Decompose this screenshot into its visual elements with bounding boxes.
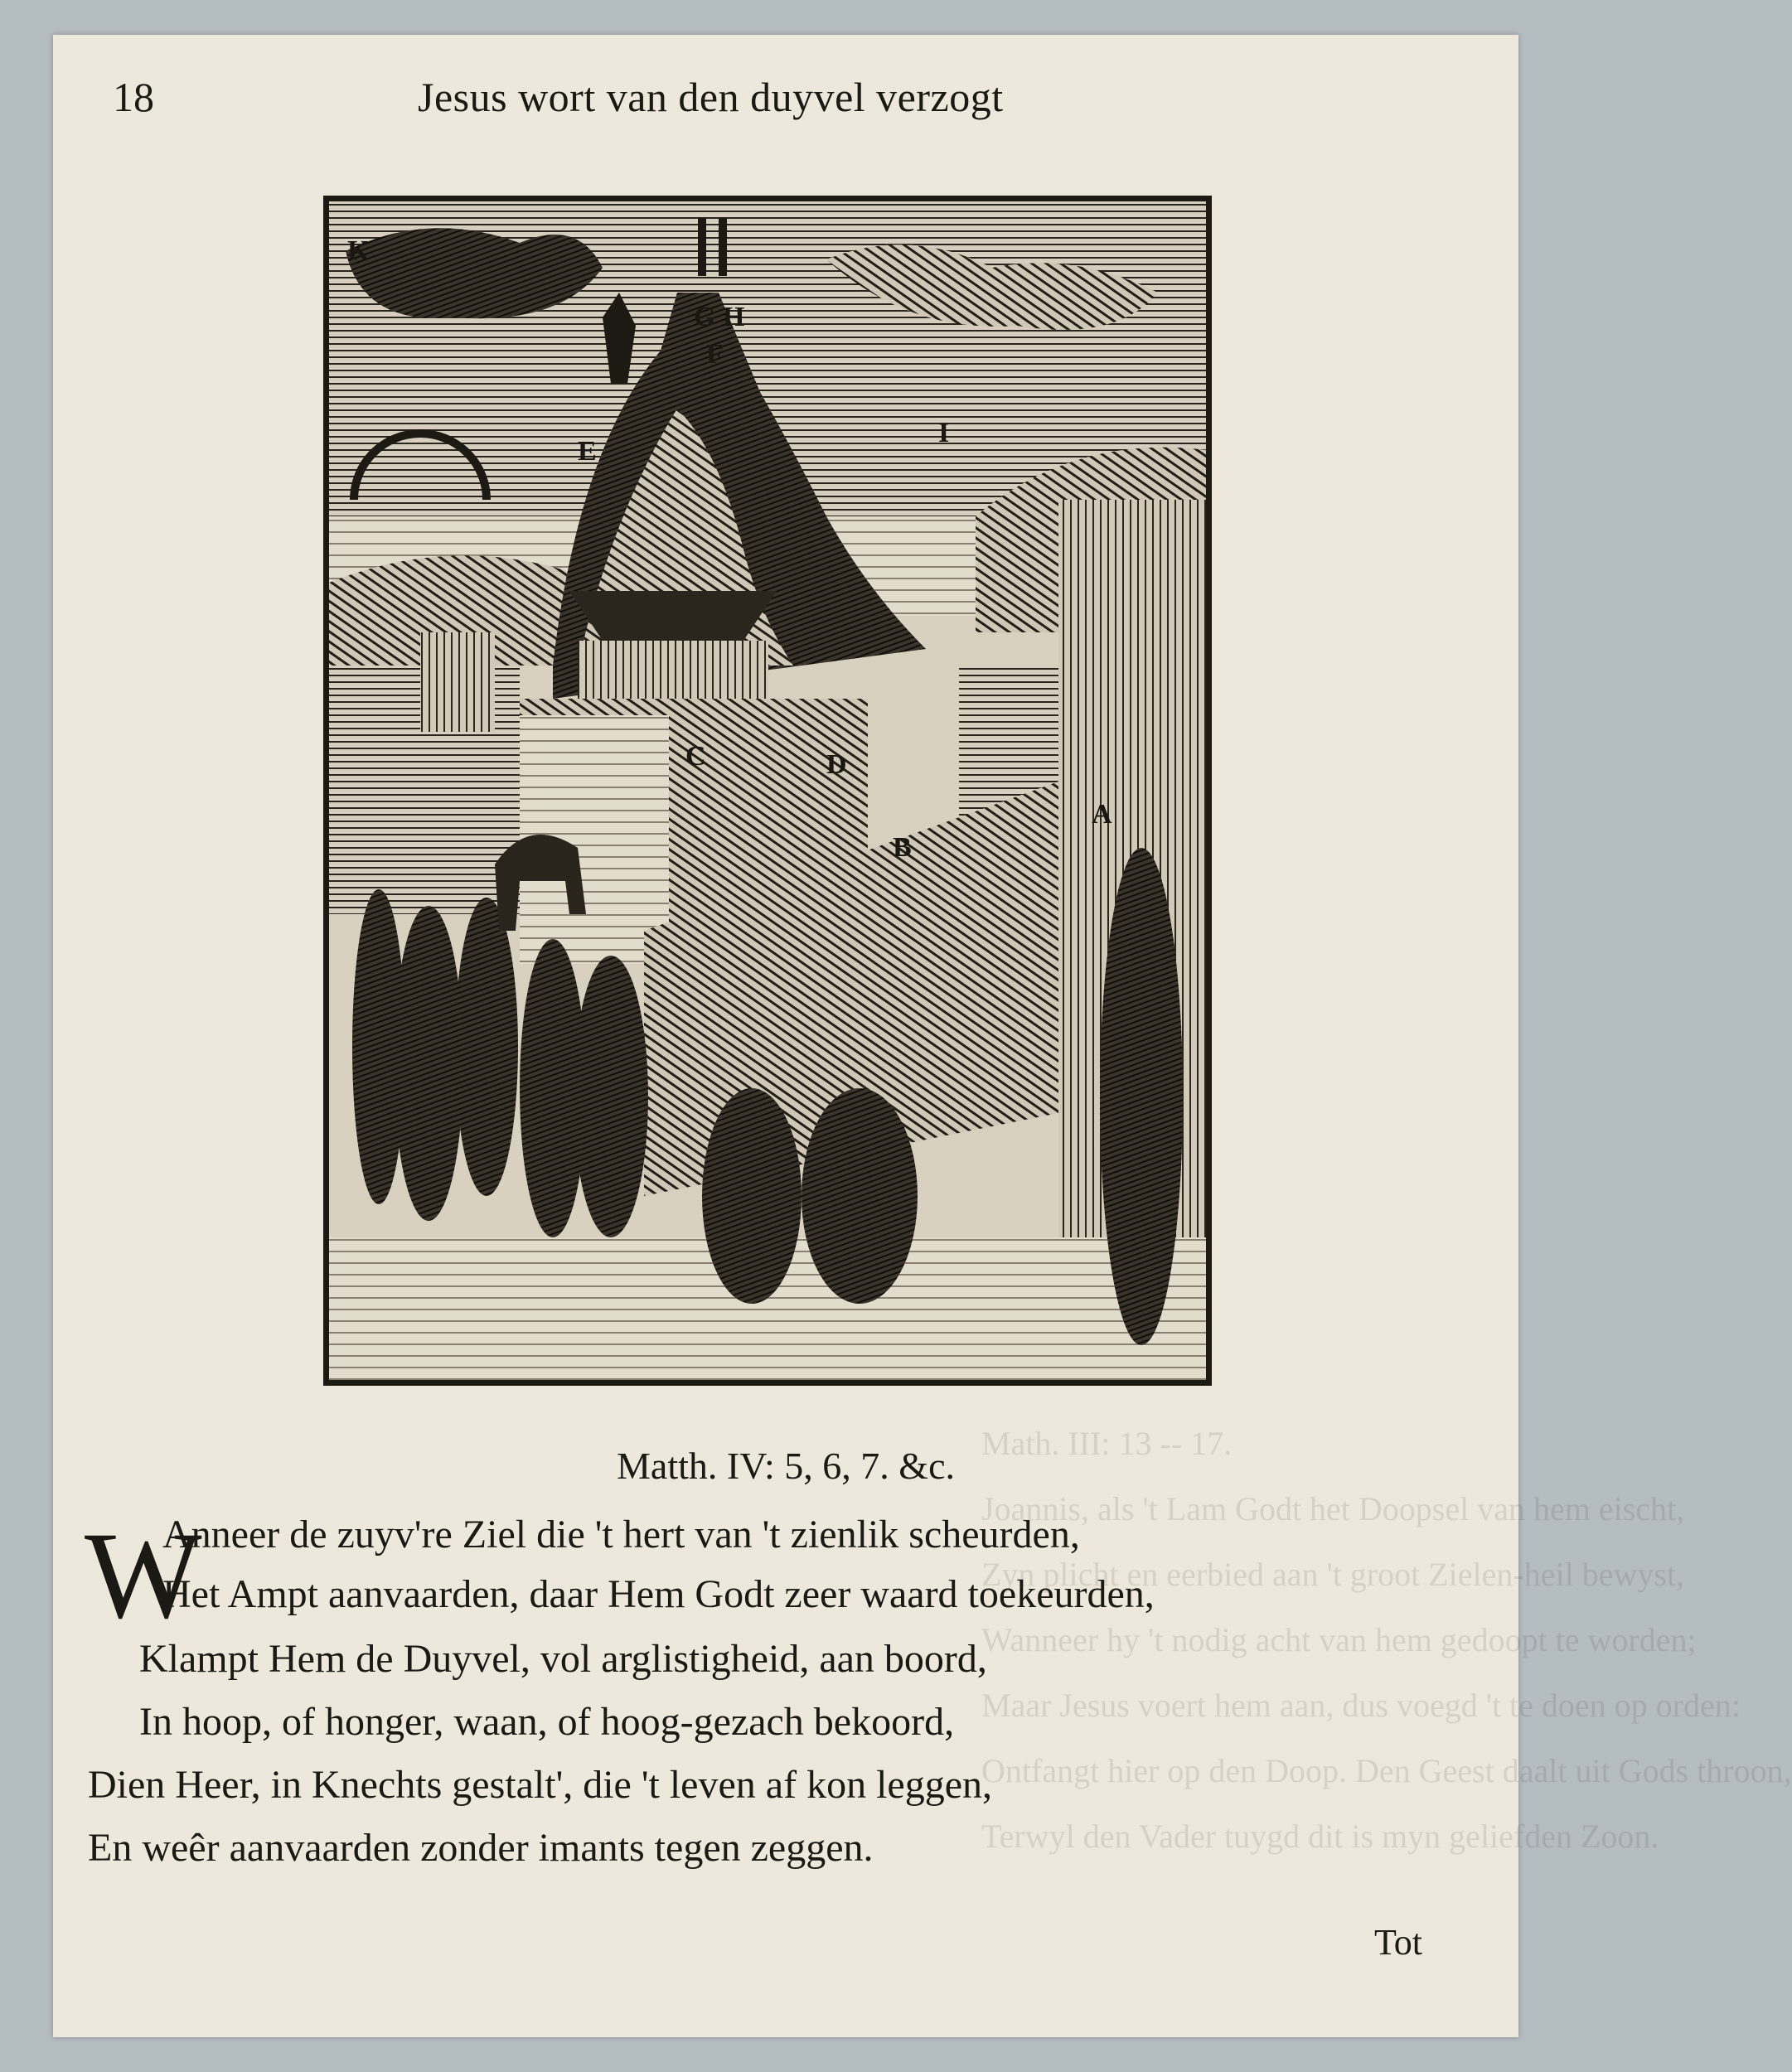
key-letter: F bbox=[706, 339, 724, 370]
key-letter: E bbox=[578, 436, 597, 467]
figure bbox=[574, 956, 648, 1237]
bleed-through: Math. III: 13 -- 17. Joannis, als 't Lam Godt het Doopsel van hem eischt, Zyn plicht en eerbied aan 't groot Zielen-heil bewyst, Wanneer hy 't nodig acht van hem gedoopt te worden; Maar Jesus voert hem aan, dus voegd 't te doen op orden: Ontfangt hier op den Doop. Den Geest daalt uit Gods throon, Terwyl den Vader tuygd dit is myn geliefden Zoon. bbox=[981, 1425, 1792, 1855]
temple-roof bbox=[569, 591, 777, 641]
seated-figure bbox=[802, 1088, 918, 1304]
poem-line: Het Ampt aanvaarden, daar Hem Godt zeer waard toekeurden, bbox=[162, 1572, 1155, 1616]
figure bbox=[719, 218, 727, 276]
catchword: Tot bbox=[1374, 1922, 1423, 1963]
running-title: Jesus wort van den duyvel verzogt bbox=[418, 74, 1004, 120]
key-letter: G bbox=[694, 302, 716, 332]
page-number: 18 bbox=[113, 74, 154, 120]
figure bbox=[698, 218, 706, 276]
poem-line: In hoop, of honger, waan, of hoog-gezach bekoord, bbox=[139, 1700, 955, 1744]
poem-line: Anneer de zuyv're Ziel die 't hert van 't zienlik scheurden, bbox=[162, 1513, 1080, 1556]
poem-line: Dien Heer, in Knechts gestalt', die 't leven af kon leggen, bbox=[88, 1763, 993, 1807]
dropcap: W bbox=[85, 1507, 202, 1644]
figure bbox=[455, 898, 518, 1196]
seated-figure bbox=[702, 1088, 802, 1304]
key-letter: B bbox=[893, 832, 912, 863]
key-letter: I bbox=[938, 418, 950, 448]
figure bbox=[394, 906, 463, 1221]
woodcut-illustration bbox=[323, 196, 1212, 1386]
key-letter: H bbox=[723, 302, 745, 332]
poem-line: Klampt Hem de Duyvel, vol arglistigheid, aan boord, bbox=[139, 1637, 987, 1681]
key-letter: D bbox=[826, 749, 847, 780]
standing-figure bbox=[1100, 848, 1183, 1345]
key-letter: C bbox=[685, 741, 706, 772]
tower bbox=[420, 632, 495, 732]
page-header bbox=[53, 73, 1518, 131]
poem-line: En weêr aanvaarden zonder imants tegen zeggen. bbox=[88, 1826, 874, 1870]
key-letter: K bbox=[347, 235, 370, 266]
book-page bbox=[53, 35, 1792, 2037]
scripture-reference: Matth. IV: 5, 6, 7. &c. bbox=[617, 1445, 955, 1487]
key-letter: A bbox=[1092, 799, 1112, 830]
